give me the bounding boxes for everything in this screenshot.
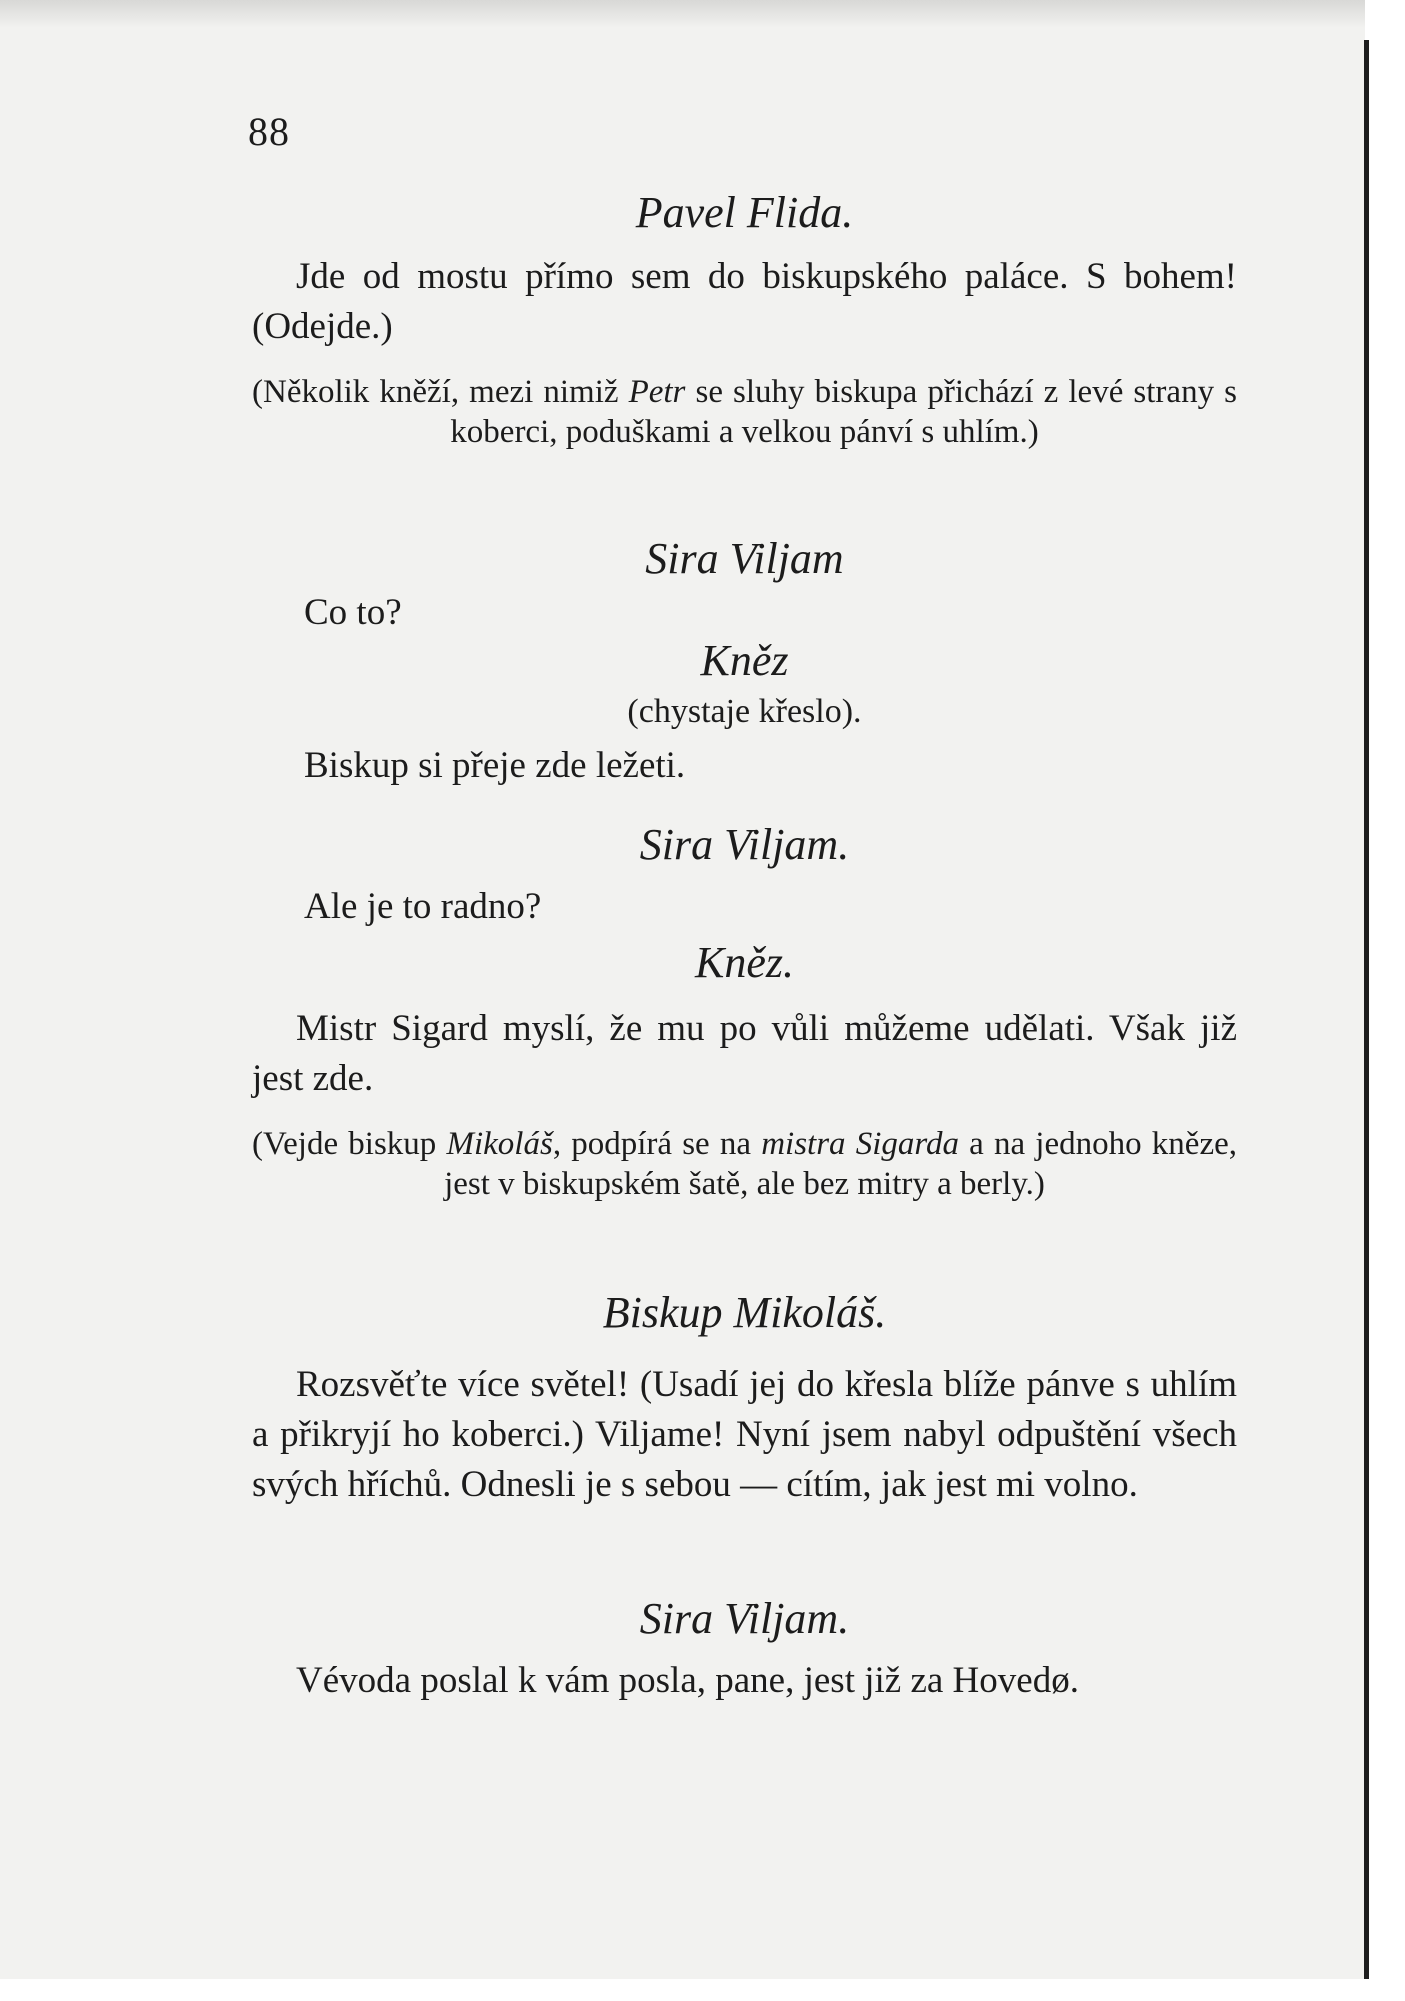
dialogue-text: Ale je to radno? xyxy=(304,886,542,927)
scan-edge-right xyxy=(1365,0,1405,2001)
dialogue-text: Jde od mostu přímo sem do biskupského paláce. S bohem! (Odejde.) xyxy=(252,256,1237,347)
dialogue-text: Biskup si přeje zde ležeti. xyxy=(304,745,686,786)
scan-edge-top xyxy=(0,0,1405,28)
stage-text: , podpírá se na xyxy=(552,1126,762,1162)
speaker-heading: Kněz xyxy=(700,636,789,685)
speaker-heading: Kněz. xyxy=(695,938,794,987)
speaker-heading: Sira Viljam. xyxy=(639,820,850,869)
page-border-line xyxy=(1364,40,1369,1980)
stage-text: (Několik kněží, mezi nimiž xyxy=(252,374,629,410)
speaker-heading: Pavel Flida. xyxy=(635,188,854,237)
speaker-heading: Sira Viljam xyxy=(645,534,844,583)
page-number: 88 xyxy=(248,109,290,154)
stage-text: (Vejde biskup xyxy=(252,1126,447,1162)
scan-edge-bottom xyxy=(0,1979,1405,2001)
dialogue-text: Mistr Sigard myslí, že mu po vůli můžeme udělati. Však již jest zde. xyxy=(252,1008,1237,1099)
speaker-heading: Biskup Mikoláš. xyxy=(602,1288,887,1337)
stage-text: a na jednoho kněze, jest v biskupském šatě, ale bez mitry a berly.) xyxy=(444,1126,1237,1202)
dialogue-text: Rozsvěťte více světel! (Usadí jej do křesla blíže pánve s uhlím a přikryjí ho koberci.) Viljame! Nyní jsem nabyl odpuštění všech svých hříchů. Odnesli je s sebou — cítím, jak jest mi volno. xyxy=(252,1364,1237,1505)
stage-text: se sluhy biskupa přichází z levé strany s koberci, poduškami a velkou pánví s uhlím.) xyxy=(450,374,1237,450)
stage-direction xyxy=(252,372,1237,452)
dialogue-text: Vévoda poslal k vám posla, pane, jest již za Hovedø. xyxy=(296,1660,1079,1701)
dialogue-text: Co to? xyxy=(304,592,402,633)
character-name: mistra Sigarda xyxy=(761,1126,959,1162)
character-name: Petr xyxy=(628,374,686,410)
speaker-heading: Sira Viljam. xyxy=(639,1594,850,1643)
speaker-direction: (chystaje křeslo). xyxy=(627,693,862,730)
character-name: Mikoláš xyxy=(446,1126,553,1162)
stage-direction xyxy=(252,1124,1237,1204)
